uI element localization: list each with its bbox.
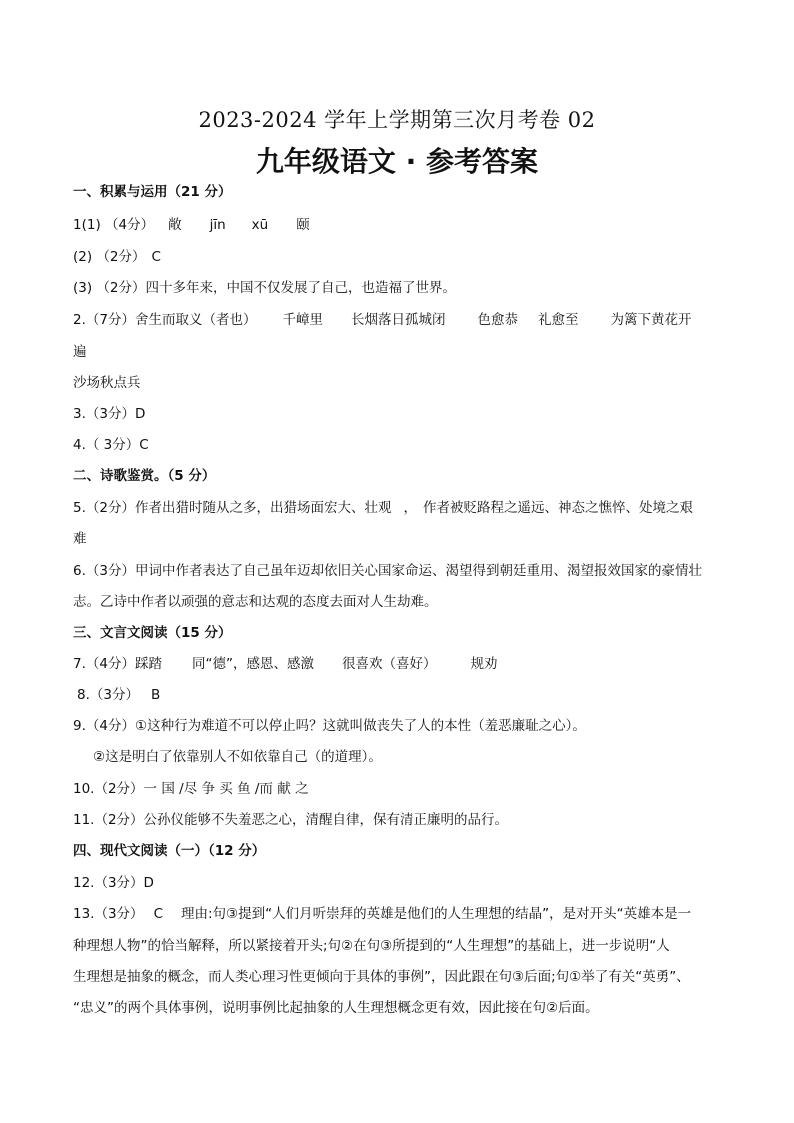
answer-2: 2.（7分）舍生而取义（者也） 千嶂里 长烟落日孤城闭 色愈恭 礼愈至 为篱下黄花开 [73,312,692,328]
answer-1-2: (2) （2分） C [73,249,161,265]
answer-11: 11.（2分）公孙仪能够不失羞恶之心，清醒自律，保有清正廉明的品行。 [73,812,509,828]
exam-title: 2023-2024 学年上学期第三次月考卷 02 [198,108,596,132]
answer-9-cont: ②这是明白了依靠别人不如依靠自己（的道理）。 [93,749,382,765]
answer-5-cont: 难 [73,531,87,547]
answer-5: 5.（2分）作者出猎时随从之多，出猎场面宏大、壮观 ， 作者被贬路程之遥远、神态之憔悴、处境之艰 [73,500,693,516]
answer-1-1: 1(1) （4分） 敞 jīn xū 颐 [73,217,310,233]
answer-8: 8.（3分） B [77,687,161,703]
answer-4: 4.（ 3分）C [73,437,149,453]
answer-7: 7.（4分）踩踏 同“德”，感恩、感激 很喜欢（喜好） 规劝 [73,656,498,672]
answer-13-cont3: “忠义”的两个具体事例，说明事例比起抽象的人生理想概念更有效，因此接在句②后面。 [73,1000,599,1016]
answer-3: 3.（3分）D [73,406,146,422]
section-heading-2: 二、诗歌鉴赏。（5 分） [73,468,216,484]
answer-9: 9.（4分）①这种行为难道不可以停止吗？这就叫做丧失了人的本性（羞恶廉耻之心）。 [73,718,586,734]
answer-13: 13.（3分） C 理由:句③提到“人们月听崇拜的英雄是他们的人生理想的结晶”，是对开头“英雄本是一 [73,906,692,922]
answer-key-title: 九年级语文 · 参考答案 [255,145,539,178]
answer-10: 10.（2分）一 国 /尽 争 买 鱼 /而 献 之 [73,781,309,797]
answer-13-cont: 种理想人物”的恰当解释，所以紧接着开头;句②在句③所提到的“人生理想”的基础上，进一步说明“人 [73,938,670,954]
answer-6: 6.（3分）甲词中作者表达了自己虽年迈却依旧关心国家命运、渴望得到朝廷重用、渴望报效国家的豪情壮 [73,563,702,579]
section-heading-1: 一、积累与运用（21 分） [73,184,232,200]
answer-13-cont2: 生理想是抽象的概念，而人类心理习性更倾向于具体的事例”，因此跟在句③后面;句①举了有关“英勇”、 [73,969,690,985]
section-heading-4: 四、现代文阅读（一）（12 分） [73,843,266,859]
answer-1-3: (3) （2分）四十多年来，中国不仅发展了自己，也造福了世界。 [73,280,457,296]
answer-12: 12.（3分）D [73,875,154,891]
answer-2-cont: 遍 [73,344,87,360]
answer-2-cont2: 沙场秋点兵 [73,375,141,391]
answer-6-cont: 志。乙诗中作者以顽强的意志和达观的态度去面对人生劫难。 [73,594,438,610]
section-heading-3: 三、文言文阅读（15 分） [73,625,232,641]
